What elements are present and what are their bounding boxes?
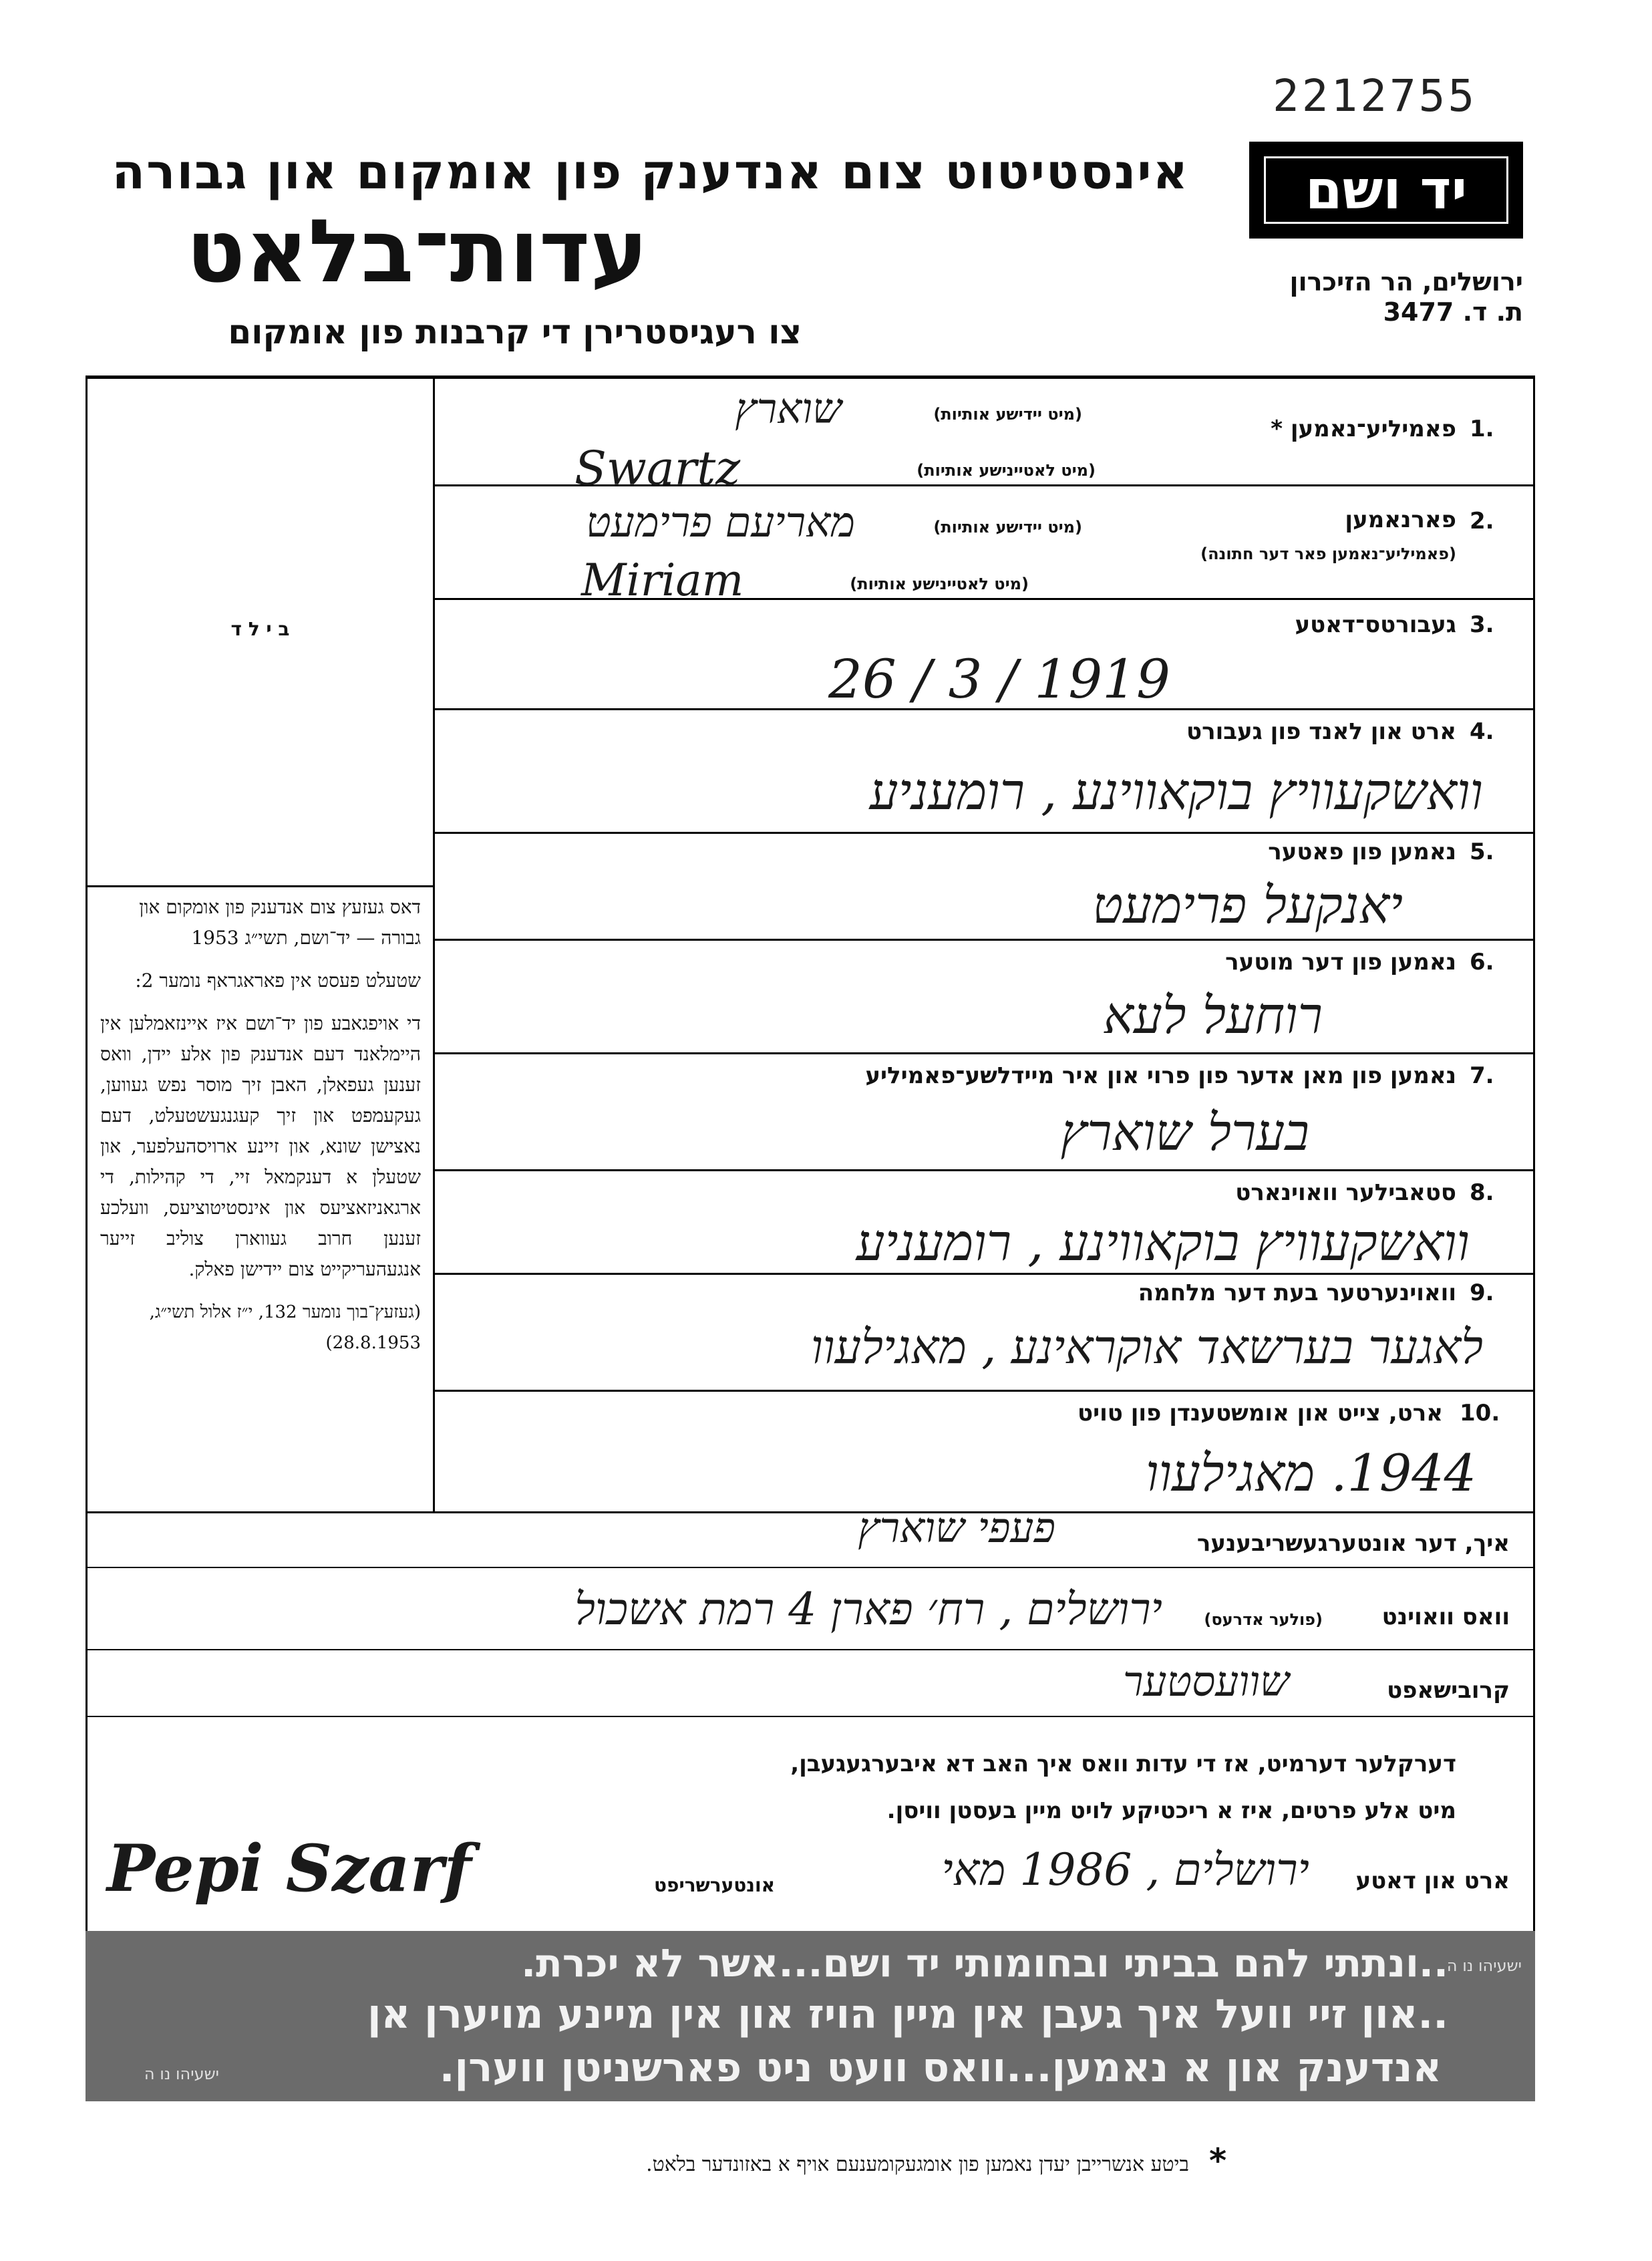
field-9-label: וואוינערטער בעת דער מלחמה bbox=[1138, 1279, 1456, 1306]
declarant-name-label: איך, דער אונטערגעשריבענער bbox=[1196, 1530, 1510, 1557]
place-date-value: ירושלים , 1986 מאי bbox=[941, 1844, 1309, 1896]
law-note bbox=[100, 892, 421, 1358]
footnote-text: ביטע אנשרייבן יעדן נאמען פון אומגעקומענעם אויף א באזונדער בלאט. bbox=[646, 2153, 1189, 2176]
law-note-body: די אויפגאבע פון יד־ושם איז איינזאמלען אין היימלאנד דעם אנדענק פון אלע יידן, וואס זענען געפאלן, האבן זיך מוסר נפש געווען, געקעמפט און זיך קעגנגעשטעלט, דעם נאצישן שונא, און זיינע ארויסהעלפער, און שטעלן א דענקמאל זיי, די קהילות, די ארגאניזאציעס און אינסטיטוציעס, וועלכע זענען חרוב געווארן צוליב זייער אנגעהעריקייט צום יידישן פאלק. bbox=[100, 1012, 421, 1280]
field-2-value-yiddish: מאריעם פרימעט bbox=[586, 498, 855, 547]
form-title: עדות־בלאט bbox=[186, 200, 648, 302]
yad-vashem-logo bbox=[1249, 142, 1523, 239]
field-2-label: פארנאמען bbox=[1345, 506, 1456, 533]
field-1-value-latin: Swartz bbox=[574, 441, 741, 496]
declaration-line-1: דערקלער דערמיט, אז די עדות וואס איך האב דא איבערגעגעבן, bbox=[790, 1751, 1456, 1777]
photo-column-divider bbox=[433, 375, 435, 1511]
row-sep-7 bbox=[434, 1169, 1535, 1171]
field-7-label: נאמען פון מאן אדער פון פרוי און איר מיידלשע־פאמיליע bbox=[865, 1062, 1456, 1089]
field-5-label: נאמען פון פאטער bbox=[1268, 839, 1456, 865]
banner-line-1-ref: ישעיהו נו ה bbox=[1446, 1956, 1522, 1975]
field-3-label: געבורטס־דאטע bbox=[1295, 611, 1456, 638]
form-subtitle: צו רעגיסטרירן די קרבנות פון אומקום bbox=[228, 313, 802, 351]
field-2-hint-yiddish: (מיט יידישע אותיות) bbox=[933, 518, 1082, 537]
declarant-relation-label: קרובישאפט bbox=[1387, 1677, 1510, 1704]
field-4-label: ארט און לאנד פון געבורט bbox=[1186, 718, 1456, 745]
signature: Pepi Szarf bbox=[107, 1831, 472, 1906]
row-sep-8 bbox=[434, 1273, 1535, 1275]
field-3-value: 26 / 3 / 1919 bbox=[828, 648, 1170, 710]
field-1-value-yiddish: שוארץ bbox=[735, 384, 842, 433]
field-8-number: 8. bbox=[1470, 1179, 1494, 1206]
field-4-number: 4. bbox=[1470, 718, 1494, 745]
quote-banner bbox=[86, 1931, 1535, 2101]
banner-line-3-ref: ישעיהו נו ה bbox=[144, 2065, 219, 2083]
form-right-border bbox=[1533, 375, 1535, 1932]
address-line-2: ת. ד. 3477 bbox=[1383, 297, 1523, 327]
field-5-number: 5. bbox=[1470, 839, 1494, 865]
photo-box-label: ב י ל ד bbox=[230, 618, 290, 640]
field-4-value: וואשקעוויץ בוקאווינע , רומעניע bbox=[869, 762, 1483, 821]
field-1-number: 1. bbox=[1470, 416, 1494, 442]
field-6-value: רוחעל לעא bbox=[1103, 986, 1323, 1045]
institute-line: אינסטיטוט צום אנדענק פון אומקום און גבורה bbox=[112, 144, 1189, 200]
banner-line-3: אנדענק און א נאמען...וואס וועט ניט פארשניטן ווערן. bbox=[439, 2045, 1442, 2091]
row-sep-11 bbox=[86, 1567, 1535, 1568]
banner-line-2: ..און זיי וועל איך געבן אין מיין הויז און אין מיינע מויערן אן bbox=[367, 1991, 1448, 2038]
field-7-value: בערל שוארץ bbox=[1060, 1102, 1309, 1162]
field-2-hint-latin: (מיט לאטיינישע אותיות) bbox=[850, 575, 1029, 593]
field-6-number: 6. bbox=[1470, 949, 1494, 975]
declaration-line-2: מיט אלע פרטים, איז א ריכטיקע לויט מיין בעסטן וויסן. bbox=[886, 1797, 1456, 1824]
field-2-sublabel: (פאמיליע־נאמען פאר דער חתונה) bbox=[1200, 545, 1456, 563]
field-5-value: יאנקעל פרימעט bbox=[1092, 875, 1403, 935]
law-note-intro: שטעלט פעסט אין פאראגראף נומער 2: bbox=[135, 969, 421, 992]
banner-line-1: ..ונתתי להם בביתי ובחומותי יד ושם...אשר לא יכרת. bbox=[521, 1940, 1448, 1986]
field-2-value-latin: Miriam bbox=[581, 555, 744, 606]
footnote-asterisk: * bbox=[1209, 2141, 1227, 2180]
field-10-label: ארט, צייט און אומשטענדן פון טויט bbox=[1077, 1400, 1443, 1426]
row-sep-12 bbox=[86, 1649, 1535, 1650]
law-note-title: דאס געזעץ צום אנדענק פון אומקום און גבורה — יד־ושם, תשי״ג 1953 bbox=[139, 896, 421, 949]
row-sep-6 bbox=[434, 1052, 1535, 1054]
field-9-number: 9. bbox=[1470, 1279, 1494, 1306]
field-8-label: סטאבילער וואוינארט bbox=[1235, 1179, 1456, 1206]
field-2-number: 2. bbox=[1470, 508, 1494, 535]
address-line-1: ירושלים, הר הזיכרון bbox=[1289, 267, 1523, 297]
field-9-value: לאגער בערשאד אוקראינע , מאגילעוו bbox=[810, 1320, 1483, 1374]
photo-box-bottom bbox=[86, 885, 434, 887]
row-sep-4 bbox=[434, 832, 1535, 834]
row-sep-9 bbox=[434, 1390, 1535, 1392]
field-1-hint-latin: (מיט לאטיינישע אותיות) bbox=[917, 461, 1096, 480]
place-date-label: ארט און דאטע bbox=[1355, 1867, 1510, 1894]
field-3-number: 3. bbox=[1470, 611, 1494, 638]
field-1-hint-yiddish: (מיט יידישע אותיות) bbox=[933, 405, 1082, 424]
logo-text: יד ושם bbox=[1305, 159, 1468, 221]
declarant-name-value: פעפי שוארץ bbox=[858, 1503, 1055, 1552]
field-1-label: פאמיליע־נאמען * bbox=[1271, 416, 1456, 442]
signature-label: אונטערשריפט bbox=[654, 1874, 775, 1896]
field-7-number: 7. bbox=[1470, 1062, 1494, 1089]
field-6-label: נאמען פון דער מוטער bbox=[1225, 949, 1456, 975]
reference-number: 2212755 bbox=[1273, 70, 1478, 122]
declarant-address-value: ירושלים , רח׳ פארן 4 רמת אשכול bbox=[574, 1584, 1162, 1635]
row-sep-5 bbox=[434, 939, 1535, 941]
declarant-address-label: וואס וואוינט bbox=[1381, 1604, 1510, 1630]
law-note-citation: (געזעץ־בוך נומער 132, י״ז אלול תשי״ג, 28.8.1953) bbox=[149, 1302, 421, 1353]
row-sep-13 bbox=[86, 1716, 1535, 1717]
photo-box bbox=[88, 378, 433, 885]
field-8-value: וואשקעוויץ בוקאווינע , רומעניע bbox=[856, 1213, 1470, 1272]
declarant-address-hint: (פולער אדרעס) bbox=[1204, 1610, 1323, 1629]
declarant-relation-value: שוועסטער bbox=[1123, 1657, 1289, 1706]
field-10-value: 1944. מאגילעוו bbox=[1146, 1443, 1476, 1503]
field-10-number: 10. bbox=[1460, 1400, 1500, 1426]
